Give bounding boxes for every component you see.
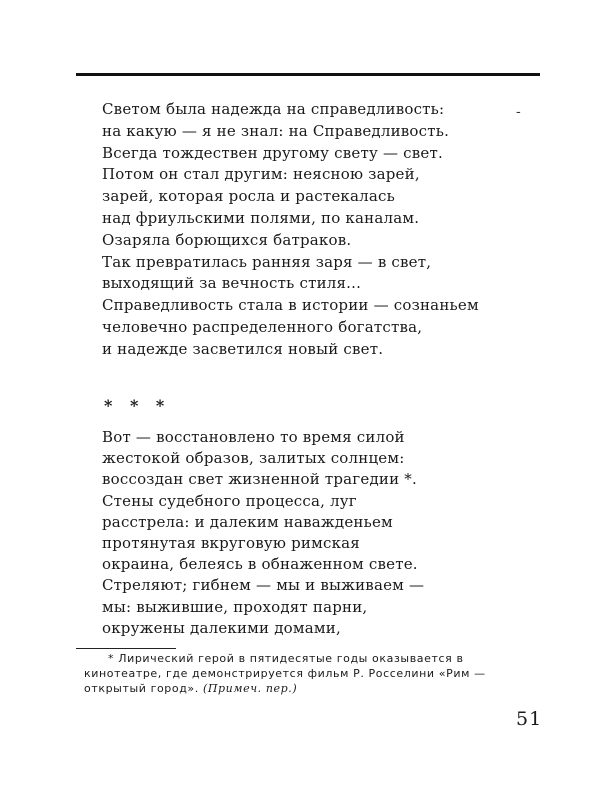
footnote-text: открытый город».: [84, 682, 199, 695]
poem-line: Справедливость стала в истории — сознаньем: [102, 296, 479, 315]
footnote-line: * Лирический герой в пятидесятые годы оказывается в: [108, 652, 464, 665]
poem-line: Светом была надежда на справедливость:: [102, 100, 445, 118]
poem-line: над фриульскими полями, по каналам.: [102, 208, 420, 227]
poem-line: зарей, которая росла и растекалась: [102, 187, 395, 206]
footnote-line: [84, 681, 544, 696]
poem-stanza-rome: [102, 427, 542, 639]
poem-line: Вот — восстановлено то время силой: [102, 428, 405, 446]
translator-note: (Примеч. пер.): [202, 682, 298, 695]
poem-line: окраина, белеясь в обнаженном свете.: [102, 555, 418, 574]
poem-line: Всегда тождествен другому свету — свет.: [102, 143, 443, 162]
poem-line: Стены судебного процесса, луг: [102, 491, 357, 510]
poem-line: человечно распределенного богатства,: [102, 317, 423, 336]
poem-stanza-light: [102, 99, 542, 361]
poem-line: воссоздан свет жизненной трагедии *.: [102, 470, 417, 489]
top-rule: [76, 73, 540, 76]
footnote-rule: [76, 648, 176, 649]
poem-line: расстрела: и далеким наважденьем: [102, 512, 393, 531]
poem-line: Потом он стал другим: неясною зарей,: [102, 165, 420, 184]
poem-line: мы: выжившие, проходят парни,: [102, 597, 368, 616]
poem-line: протянутая вкруговую римская: [102, 534, 360, 553]
section-separator: * * *: [104, 396, 171, 415]
poem-line: Так превратилась ранняя заря — в свет,: [102, 252, 432, 271]
stray-mark: -: [516, 104, 521, 120]
poem-line: на какую — я не знал: на Справедливость.: [102, 121, 450, 140]
footnote-line: кинотеатре, где демонстрируется фильм Р. Росселини «Рим —: [84, 667, 486, 680]
page-number: 51: [516, 708, 543, 730]
poem-line: Озаряла борющихся батраков.: [102, 230, 352, 249]
poem-line: Стреляют; гибнем — мы и выживаем —: [102, 576, 425, 595]
poem-line: жестокой образов, залитых солнцем:: [102, 449, 405, 468]
poem-line: окружены далекими домами,: [102, 618, 341, 637]
poem-line: выходящий за вечность стиля...: [102, 274, 362, 293]
poem-line: и надежде засветился новый свет.: [102, 339, 384, 358]
footnote: [84, 651, 544, 696]
